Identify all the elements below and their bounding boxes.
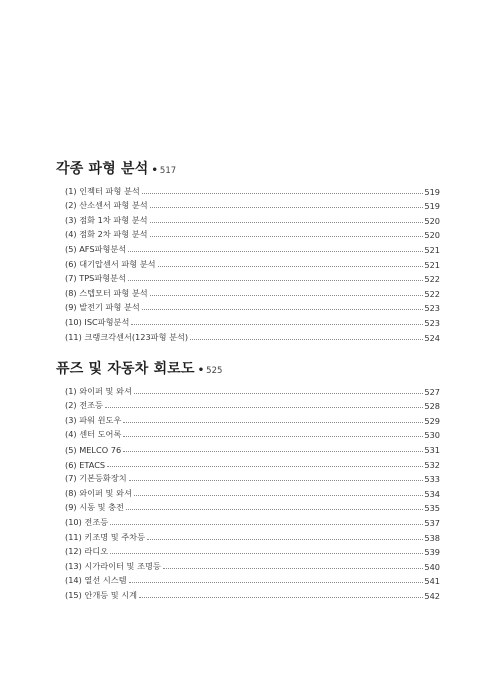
section-bullet: • — [197, 365, 205, 376]
toc-entry-label: (4) 점화 2차 파형 분석 — [65, 229, 148, 240]
dot-leader — [129, 480, 424, 481]
section-page-number: 525 — [206, 366, 223, 376]
toc-entry — [56, 197, 440, 212]
dot-leader — [150, 295, 424, 296]
toc-entry-label: (8) 스텝모터 파형 분석 — [65, 287, 148, 298]
toc-entry — [56, 255, 440, 270]
toc-entry-page-number: 535 — [424, 503, 440, 514]
toc-entry — [56, 586, 440, 601]
section-bullet: • — [151, 165, 158, 176]
toc-entry-label: (6) ETACS — [65, 459, 106, 470]
toc-entry-list — [56, 382, 440, 601]
toc-entry — [56, 470, 440, 485]
dot-leader — [123, 451, 423, 452]
toc-entry-page-number: 520 — [424, 230, 440, 241]
toc-entry-page-number: 521 — [424, 244, 440, 255]
toc-entry-page-number: 534 — [424, 488, 440, 499]
toc-entry — [56, 513, 440, 528]
toc-entry-page-number: 530 — [424, 430, 440, 441]
toc-entry-page-number: 538 — [424, 532, 440, 543]
dot-leader — [128, 280, 423, 281]
toc-entry-page-number: 532 — [424, 459, 440, 470]
section-heading — [56, 358, 440, 380]
toc-entry-page-number: 539 — [424, 547, 440, 558]
toc-entry — [56, 499, 440, 514]
toc-entry-label: (9) 발전기 파형 분석 — [65, 302, 140, 313]
toc-entry-page-number: 540 — [424, 561, 440, 572]
dot-leader — [129, 582, 424, 583]
toc-entry-label: (1) 인젝터 파형 분석 — [65, 185, 140, 196]
toc-entry-label: (3) 점화 1차 파형 분석 — [65, 214, 148, 225]
toc-entry-label: (2) 산소센서 파형 분석 — [65, 200, 148, 211]
toc-entry-label: (5) MELCO 76 — [65, 444, 122, 455]
toc-entry — [56, 211, 440, 226]
toc-entry-page-number: 537 — [424, 517, 440, 528]
dot-leader — [142, 193, 424, 194]
dot-leader — [110, 524, 423, 525]
toc-entry-label: (8) 와이퍼 및 와셔 — [65, 487, 132, 498]
toc-entry — [56, 397, 440, 412]
toc-entry-page-number: 541 — [424, 576, 440, 587]
toc-entry-label: (12) 라디오 — [65, 546, 109, 557]
toc-entry — [56, 328, 440, 343]
toc-entry-page-number: 519 — [424, 201, 440, 212]
toc-entry — [56, 382, 440, 397]
toc-entry-page-number: 542 — [424, 590, 440, 601]
toc-entry — [56, 557, 440, 572]
toc-entry — [56, 284, 440, 299]
toc-entry-label: (10) 전조등 — [65, 516, 109, 527]
toc-entry-page-number: 521 — [424, 259, 440, 270]
section-title: 퓨즈 및 자동차 회로도 — [56, 361, 195, 377]
toc-entry-page-number: 527 — [424, 386, 440, 397]
toc-entry-page-number: 520 — [424, 215, 440, 226]
toc-entry — [56, 313, 440, 328]
dot-leader — [158, 266, 424, 267]
dot-leader — [139, 597, 423, 598]
dot-leader — [142, 309, 424, 310]
toc-entry-page-number: 519 — [424, 186, 440, 197]
toc-entry-page-number: 531 — [424, 444, 440, 455]
toc-entry — [56, 411, 440, 426]
dot-leader — [105, 407, 423, 408]
toc-entry-page-number: 528 — [424, 401, 440, 412]
toc-entry-label: (7) TPS파형분석 — [65, 273, 126, 284]
dot-leader — [150, 236, 424, 237]
dot-leader — [123, 436, 423, 437]
section-heading — [56, 158, 440, 180]
toc-entry-label: (4) 센터 도어록 — [65, 429, 122, 440]
toc-entry-label: (7) 기본등화장치 — [65, 473, 127, 484]
toc-entry-label: (14) 열선 시스템 — [65, 575, 127, 586]
dot-leader — [150, 222, 424, 223]
toc-entry-page-number: 522 — [424, 274, 440, 285]
toc-entry-page-number: 523 — [424, 317, 440, 328]
dot-leader — [134, 393, 423, 394]
toc-entry-label: (10) ISC파형분석 — [65, 316, 130, 327]
toc-entry — [56, 440, 440, 455]
toc-entry-label: (1) 와이퍼 및 와셔 — [65, 385, 132, 396]
toc-entry — [56, 572, 440, 587]
toc-entry-label: (11) 키조명 및 주차등 — [65, 531, 145, 542]
toc-entry — [56, 528, 440, 543]
toc-entry — [56, 426, 440, 441]
dot-leader — [134, 495, 423, 496]
toc-entry-page-number: 524 — [424, 332, 440, 343]
toc-section — [56, 158, 440, 343]
toc-entry — [56, 182, 440, 197]
toc-entry-page-number: 523 — [424, 303, 440, 314]
toc-section — [56, 358, 440, 601]
toc-entry-label: (2) 전조등 — [65, 400, 103, 411]
toc-entry-label: (15) 안개등 및 시계 — [65, 589, 138, 600]
toc-entry-label: (5) AFS파형분석 — [65, 243, 127, 254]
dot-leader — [163, 568, 424, 569]
toc-entry-label: (11) 크랭크각센서(123파형 분석) — [65, 331, 189, 342]
dot-leader — [131, 324, 423, 325]
toc-entry — [56, 299, 440, 314]
section-title: 각종 파형 분석 — [56, 161, 149, 177]
toc-entry — [56, 270, 440, 285]
section-page-number: 517 — [159, 166, 177, 176]
toc-entry-label: (13) 시가라이터 및 조명등 — [65, 560, 161, 571]
dot-leader — [128, 251, 423, 252]
toc-entry — [56, 240, 440, 255]
dot-leader — [126, 509, 423, 510]
dot-leader — [110, 553, 423, 554]
dot-leader — [147, 539, 423, 540]
toc-entry — [56, 226, 440, 241]
toc-entry — [56, 455, 440, 470]
toc-entry — [56, 543, 440, 558]
toc-entry-page-number: 533 — [424, 474, 440, 485]
dot-leader — [107, 466, 423, 467]
toc-entry-label: (3) 파워 윈도우 — [65, 414, 122, 425]
toc-entry-page-number: 529 — [424, 415, 440, 426]
toc-entry-label: (6) 대기압센서 파형 분석 — [65, 258, 156, 269]
dot-leader — [150, 207, 424, 208]
toc-entry-page-number: 522 — [424, 288, 440, 299]
toc-entry-label: (9) 시동 및 충전 — [65, 502, 124, 513]
toc-entry-list — [56, 182, 440, 343]
toc-entry — [56, 484, 440, 499]
dot-leader — [190, 339, 423, 340]
dot-leader — [123, 422, 423, 423]
